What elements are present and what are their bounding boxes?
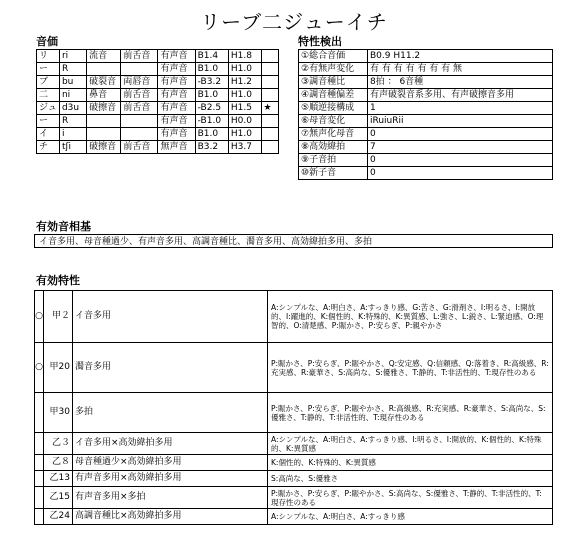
onka-cell-c5: 有声音 (158, 115, 195, 128)
onka-cell-c5: 無声音 (158, 141, 195, 154)
tokusei-row (299, 154, 553, 167)
onka-cell-c4 (121, 63, 158, 76)
onka-cell-c1: ブ (37, 76, 60, 89)
onka-row (37, 63, 279, 76)
onka-row (37, 50, 279, 63)
trait-mark: ○ (35, 343, 44, 393)
onka-cell-c7: H1.0 (228, 89, 261, 102)
onka-cell-c3 (87, 115, 121, 128)
trait-mark: ○ (35, 291, 44, 343)
trait-label: 有声音多用×多拍 (73, 487, 268, 509)
onka-cell-c7: H0.0 (228, 115, 261, 128)
onka-cell-c8 (261, 63, 278, 76)
trait-label: イ音多用×高効緯拍多用 (73, 433, 268, 455)
tokusei-table (298, 49, 553, 180)
onka-cell-c1: チ (37, 141, 60, 154)
trait-row (35, 343, 553, 393)
onka-cell-c4: 前舌音 (121, 89, 158, 102)
tokusei-key: ③調音種比 (299, 76, 368, 89)
tokusei-value: 0 (368, 154, 553, 167)
onka-cell-c1: イ (37, 128, 60, 141)
trait-label: イ音多用 (73, 291, 268, 343)
onka-row (37, 115, 279, 128)
onka-cell-c2: bu (59, 76, 86, 89)
onka-row (37, 76, 279, 89)
onka-cell-c3: 流音 (87, 50, 121, 63)
trait-grade: 乙24 (44, 509, 73, 525)
tokusei-value: 1 (368, 102, 553, 115)
section-yuko-sokai-heading: 有効音相基 (36, 220, 91, 233)
onka-cell-c6: B1.0 (195, 89, 228, 102)
onka-row (37, 141, 279, 154)
onka-row (37, 89, 279, 102)
trait-label: 母音種過少×高効緯拍多用 (73, 455, 268, 471)
tokusei-value: 8拍 ： 6音種 (368, 76, 553, 89)
onka-cell-c2: tʃi (59, 141, 86, 154)
onka-cell-c7: H3.7 (228, 141, 261, 154)
trait-description: A:シンプルな、A:明白さ、A:すっきり感、G:苦さ、G:滑剤さ、I:明るさ、I:開放的、I:躍進的、K:個性的、K:特殊的、K:異質感、L:強さ、L:鋭さ、L:緊迫感、O:理智的、O:清楚感、P:賑かさ、P:安らぎ、P:親やかさ (268, 291, 553, 343)
onka-cell-c3: 破擦音 (87, 102, 121, 115)
onka-cell-c8 (261, 128, 278, 141)
onka-cell-c1: ジュ (37, 102, 60, 115)
tokusei-row (299, 76, 553, 89)
tokusei-value: 7 (368, 141, 553, 154)
onka-cell-c2: i (59, 128, 86, 141)
onka-cell-c5: 有声音 (158, 76, 195, 89)
tokusei-row (299, 50, 553, 63)
trait-mark (35, 393, 44, 433)
onka-cell-c5: 有声音 (158, 63, 195, 76)
trait-row (35, 509, 553, 525)
onka-cell-c5: 有声音 (158, 50, 195, 63)
onka-cell-c3: 鼻音 (87, 89, 121, 102)
trait-mark (35, 471, 44, 487)
tokusei-value: 有声破裂音系多用、有声破擦音多用 (368, 89, 553, 102)
onka-cell-c1: ー (37, 115, 60, 128)
onka-cell-c3 (87, 63, 121, 76)
onka-cell-c6: B1.4 (195, 50, 228, 63)
onka-cell-c4: 前舌音 (121, 102, 158, 115)
onka-cell-c2: R (59, 63, 86, 76)
onka-cell-c7: H1.5 (228, 102, 261, 115)
tokusei-key: ⑥母音変化 (299, 115, 368, 128)
tokusei-value: B0.9 H11.2 (368, 50, 553, 63)
tokusei-value: iRuiuRii (368, 115, 553, 128)
onka-cell-c2: ni (59, 89, 86, 102)
onka-cell-c1: ー (37, 63, 60, 76)
trait-row (35, 487, 553, 509)
trait-mark (35, 455, 44, 471)
onka-cell-c5: 有声音 (158, 102, 195, 115)
trait-grade: 乙３ (44, 433, 73, 455)
onka-cell-c2: ri (59, 50, 86, 63)
trait-grade: 乙13 (44, 471, 73, 487)
tokusei-row (299, 141, 553, 154)
onka-cell-c6: B3.2 (195, 141, 228, 154)
trait-grade: 甲２ (44, 291, 73, 343)
section-tokusei-heading: 特性検出 (298, 35, 342, 48)
onka-cell-c3 (87, 128, 121, 141)
trait-description: S:高尚な、S:優雅さ (268, 471, 553, 487)
tokusei-key: ⑦無声化母音 (299, 128, 368, 141)
trait-row (35, 471, 553, 487)
trait-description: A:シンプルな、A:明白さ、A:すっきり感 (268, 509, 553, 525)
trait-row (35, 455, 553, 471)
tokusei-value: 0 (368, 128, 553, 141)
yuko-sokai-bar: イ音多用、母音種過少、有声音多用、高調音種比、濁音多用、高効緯拍多用、多拍 (34, 234, 553, 248)
onka-cell-c8 (261, 115, 278, 128)
tokusei-value: 0 (368, 167, 553, 180)
onka-cell-c6: B1.0 (195, 128, 228, 141)
tokusei-row (299, 115, 553, 128)
tokusei-row (299, 89, 553, 102)
trait-label: 多拍 (73, 393, 268, 433)
trait-row (35, 291, 553, 343)
onka-cell-c5: 有声音 (158, 89, 195, 102)
onka-cell-c2: R (59, 115, 86, 128)
onka-cell-c6: -B2.5 (195, 102, 228, 115)
trait-grade: 甲20 (44, 343, 73, 393)
trait-row (35, 433, 553, 455)
trait-grade: 甲30 (44, 393, 73, 433)
onka-cell-c2: d3u (59, 102, 86, 115)
onka-cell-c4: 両唇音 (121, 76, 158, 89)
onka-row (37, 128, 279, 141)
tokusei-row (299, 167, 553, 180)
onka-cell-c8 (261, 50, 278, 63)
onka-cell-c8: ★ (261, 102, 278, 115)
trait-mark (35, 509, 44, 525)
tokusei-key: ⑤順逆接構成 (299, 102, 368, 115)
tokusei-row (299, 63, 553, 76)
onka-table (36, 49, 279, 154)
page-title: リーブ二ジューイチ (200, 10, 388, 34)
onka-cell-c7: H1.2 (228, 76, 261, 89)
trait-description: P:賑かさ、P:安らぎ、P:賑やかさ、Q:安定感、Q:信頼感、Q:落着き、R:高級感、R:充実感、R:豪華さ、S:高尚な、S:優雅さ、T:静的、T:非活性的、T:現存性のある (268, 343, 553, 393)
onka-cell-c7: H1.0 (228, 63, 261, 76)
onka-cell-c8 (261, 89, 278, 102)
tokusei-key: ④調音種偏差 (299, 89, 368, 102)
onka-cell-c4: 前舌音 (121, 141, 158, 154)
onka-cell-c4 (121, 115, 158, 128)
trait-description: A:シンプルな、A:明白さ、A:すっきり感、I:明るさ、I:開放的、K:個性的、K:特殊的、K:異質感 (268, 433, 553, 455)
onka-cell-c4 (121, 128, 158, 141)
tokusei-value: 有 有 有 有 有 有 有 無 (368, 63, 553, 76)
traits-table (34, 290, 553, 525)
tokusei-key: ⑨子音拍 (299, 154, 368, 167)
trait-label: 濁音多用 (73, 343, 268, 393)
onka-cell-c8 (261, 141, 278, 154)
onka-cell-c3: 破擦音 (87, 141, 121, 154)
trait-grade: 乙８ (44, 455, 73, 471)
tokusei-key: ②有無声変化 (299, 63, 368, 76)
trait-description: P:賑かさ、P:安らぎ、P:賑やかさ、S:高尚な、S:優雅さ、T:静的、T:非活性的、T:現存性のある (268, 487, 553, 509)
onka-cell-c6: -B3.2 (195, 76, 228, 89)
tokusei-key: ①総合音価 (299, 50, 368, 63)
onka-row (37, 102, 279, 115)
tokusei-key: ⑩新子音 (299, 167, 368, 180)
trait-mark (35, 433, 44, 455)
tokusei-row (299, 102, 553, 115)
onka-cell-c1: リ (37, 50, 60, 63)
onka-cell-c3: 破裂音 (87, 76, 121, 89)
onka-cell-c7: H1.8 (228, 50, 261, 63)
onka-cell-c5: 有声音 (158, 128, 195, 141)
trait-description: P:賑かさ、P:安らぎ、P:賑やかさ、R:高級感、R:充実感、R:豪華さ、S:高尚な、S:優雅さ、T:静的、T:非活性的、T:現存性のある (268, 393, 553, 433)
onka-cell-c8 (261, 76, 278, 89)
trait-grade: 乙15 (44, 487, 73, 509)
onka-cell-c7: H1.0 (228, 128, 261, 141)
trait-label: 高調音種比×高効緯拍多用 (73, 509, 268, 525)
tokusei-row (299, 128, 553, 141)
trait-description: K:個性的、K:特殊的、K:異質感 (268, 455, 553, 471)
onka-cell-c6: B1.0 (195, 63, 228, 76)
onka-cell-c6: -B1.0 (195, 115, 228, 128)
section-yuko-tokusei-heading: 有効特性 (36, 274, 80, 287)
section-onka-heading: 音価 (36, 35, 58, 48)
tokusei-key: ⑧高効緯拍 (299, 141, 368, 154)
trait-row (35, 393, 553, 433)
onka-cell-c4: 前舌音 (121, 50, 158, 63)
trait-mark (35, 487, 44, 509)
onka-cell-c1: 二 (37, 89, 60, 102)
trait-label: 有声音多用×高効緯拍多用 (73, 471, 268, 487)
